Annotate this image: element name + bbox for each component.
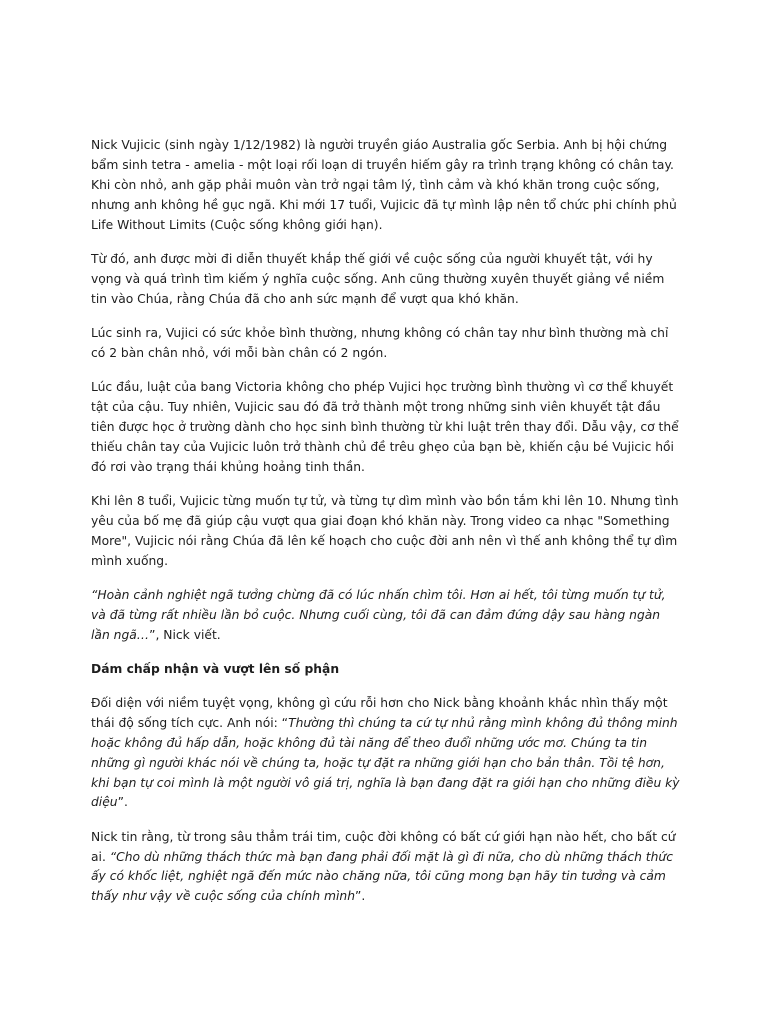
body-text: ”. — [117, 795, 128, 810]
paragraph — [91, 828, 681, 908]
body-text: ”. — [355, 889, 366, 904]
body-text: Lúc sinh ra, Vujici có sức khỏe bình thường, nhưng không có chân tay như bình thường mà chỉ có 2 bàn chân nhỏ, với mỗi bàn chân có 2 ngón. — [91, 325, 669, 360]
paragraph — [91, 492, 681, 572]
paragraph — [91, 136, 681, 236]
paragraph — [91, 586, 681, 646]
body-text: Khi lên 8 tuổi, Vujicic từng muốn tự tử, và từng tự dìm mình vào bồn tắm khi lên 10. Nhưng tình yêu của bố mẹ đã giúp cậu vượt qua giai đoạn khó khăn này. Trong video ca nhạc "Something More", Vujicic nói rằng Chúa đã lên kế hoạch cho cuộc đời anh nên vì thế anh không thể tự dìm mình xuống. — [91, 493, 679, 568]
quote-text: “Hoàn cảnh nghiệt ngã tưởng chừng đã có lúc nhấn chìm tôi. Hơn ai hết, tôi từng muốn tự tử, và đã từng rất nhiều lần bỏ cuộc. Nhưng cuối cùng, tôi đã can đảm đứng dậy sau hàng ngàn lần ngã… — [91, 587, 666, 642]
body-text: ”, Nick viết. — [149, 627, 221, 642]
body-text: Dám chấp nhận và vượt lên số phận — [91, 661, 340, 676]
body-text: Lúc đầu, luật của bang Victoria không cho phép Vujici học trường bình thường vì cơ thể khuyết tật của cậu. Tuy nhiên, Vujicic sau đó đã trở thành một trong những sinh viên khuyết tật đầu tiên được học ở trường dành cho học sinh bình thường từ khi luật trên thay đổi. Dẫu vậy, cơ thể thiếu chân tay của Vujicic luôn trở thành chủ đề trêu ghẹo của bạn bè, khiến cậu bé Vujicic hồi đó rơi vào trạng thái khủng hoảng tinh thần. — [91, 379, 679, 474]
paragraph — [91, 250, 681, 310]
quote-text: “Cho dù những thách thức mà bạn đang phải đối mặt là gì đi nữa, cho dù những thách thức ấy có khốc liệt, nghiệt ngã đến mức nào chăng nữa, tôi cũng mong bạn hãy tin tưởng và cảm thấy như vậy về cuộc sống của chính mình — [91, 849, 673, 904]
body-text: Nick Vujicic (sinh ngày 1/12/1982) là người truyền giáo Australia gốc Serbia. Anh bị hội chứng bẩm sinh tetra - amelia - một loại rối loạn di truyền hiếm gây ra trình trạng không có chân tay. Khi còn nhỏ, anh gặp phải muôn vàn trở ngại tâm lý, tình cảm và khó khăn trong cuộc sống, nhưng anh không hề gục ngã. Khi mới 17 tuổi, Vujicic đã tự mình lập nên tổ chức phi chính phủ Life Without Limits (Cuộc sống không giới hạn). — [91, 138, 677, 232]
paragraph — [91, 324, 681, 364]
paragraph — [91, 694, 681, 813]
document-body — [91, 136, 681, 922]
body-text: Đối diện với niềm tuyệt vọng, không gì cứu rỗi hơn cho Nick bằng khoảnh khắc nhìn thấy một thái độ sống tích cực. Anh nói: “ — [91, 695, 668, 730]
body-text: Từ đó, anh được mời đi diễn thuyết khắp thế giới về cuộc sống của người khuyết tật, với hy vọng và quá trình tìm kiếm ý nghĩa cuộc sống. Anh cũng thường xuyên thuyết giảng về niềm tin vào Chúa, rằng Chúa đã cho anh sức mạnh để vượt qua khó khăn. — [91, 251, 665, 306]
paragraph — [91, 378, 681, 478]
section-heading — [91, 660, 681, 680]
quote-text: Thường thì chúng ta cứ tự nhủ rằng mình không đủ thông minh hoặc không đủ hấp dẫn, hoặc không đủ tài năng để theo đuổi những ước mơ. Chúng ta tin những gì người khác nói về chúng ta, hoặc tự đặt ra những giới hạn cho bản thân. Tồi tệ hơn, khi bạn tự coi mình là một người vô giá trị, nghĩa là bạn đang đặt ra giới hạn cho những điều kỳ diệu — [91, 715, 680, 810]
body-text: Nick tin rằng, từ trong sâu thẳm trái tim, cuộc đời không có bất cứ giới hạn nào hết, cho bất cứ ai. — [91, 829, 676, 864]
